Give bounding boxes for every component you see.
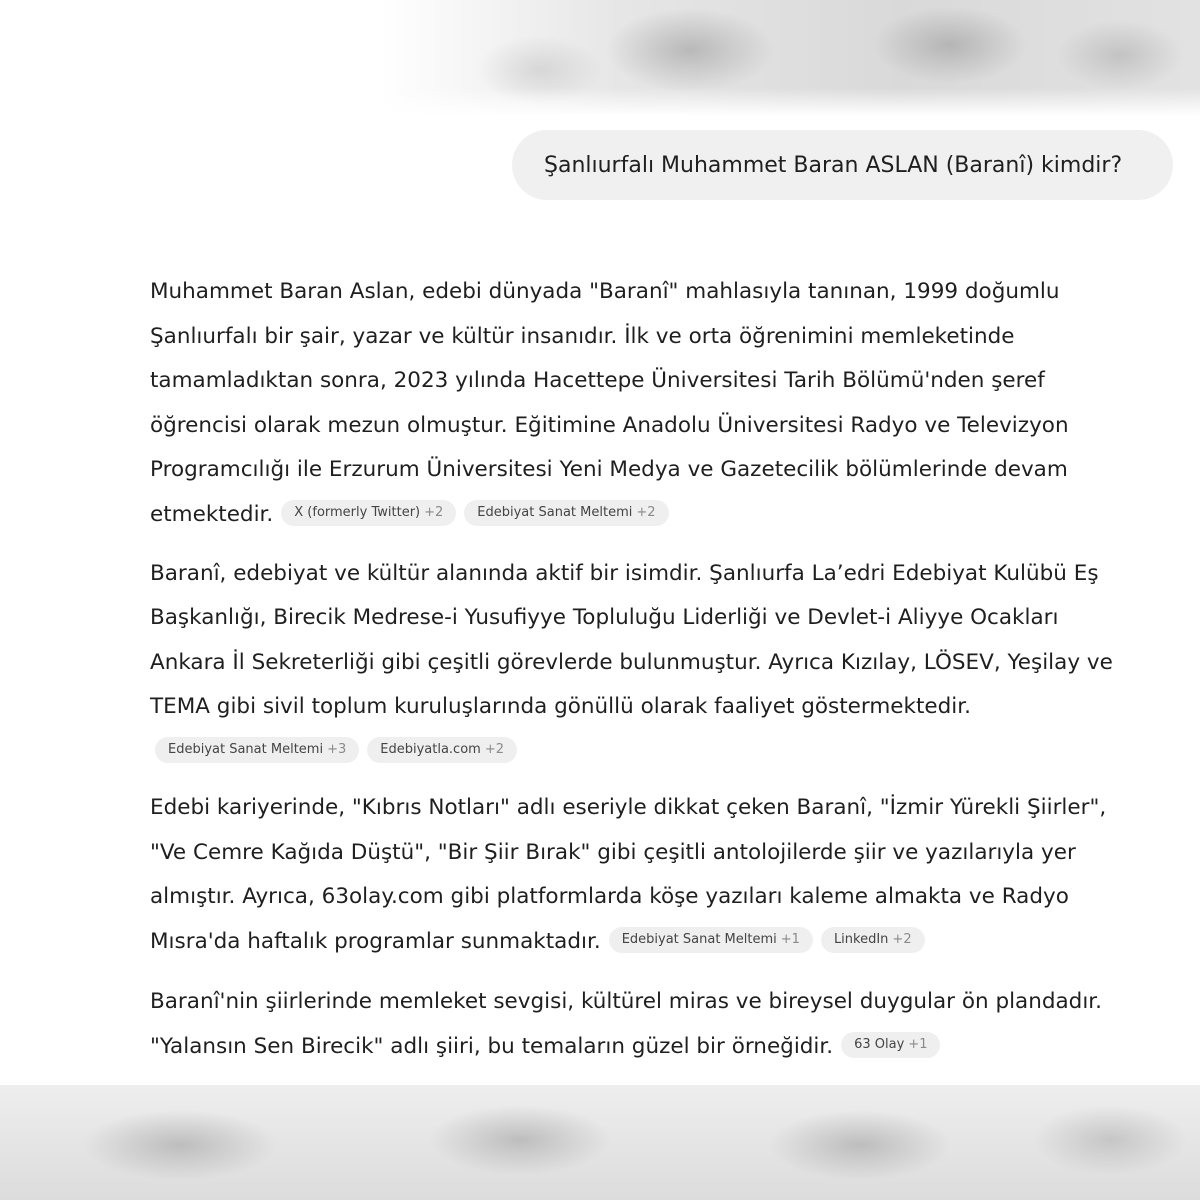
source-chip-label: LinkedIn [833,931,889,947]
paragraph-line: etmektedir. [150,501,274,527]
source-chip-63-olay[interactable] [841,1032,940,1058]
answer-paragraph-1 [150,270,1150,538]
paragraph-line: Programcılığı ile Erzurum Üniversitesi Yeni Medya ve Gazetecilik bölümlerinde devam [150,457,1068,483]
answer-paragraph-2 [150,552,1150,774]
paragraph-line: Baranî, edebiyat ve kültür alanında aktif bir isimdir. Şanlıurfa La’edri Edebiyat Kulübü Eş [150,560,1099,586]
source-chip-edebiyat-sanat-meltemi[interactable] [155,737,359,763]
source-chip-edebiyat-sanat-meltemi[interactable] [609,927,813,953]
source-chip-label: Edebiyat Sanat Meltemi [477,504,633,520]
source-chip-count: +1 [908,1036,928,1052]
paragraph-line: Başkanlığı, Birecik Medrese-i Yusufiyye Topluluğu Liderliği ve Devlet-i Aliyye Ocakları [150,605,1059,631]
source-chip-count: +3 [327,741,347,757]
answer-paragraph-4 [150,980,1150,1069]
source-chip-label: X (formerly Twitter) [294,504,421,520]
assistant-answer [150,270,1150,1070]
user-prompt-bubble [512,130,1173,200]
source-chip-count: +2 [424,504,444,520]
user-prompt-text: Şanlıurfalı Muhammet Baran ASLAN (Baranî) kimdir? [544,152,1123,178]
source-chip-label: Edebiyat Sanat Meltemi [621,931,777,947]
paragraph-line: "Ve Cemre Kağıda Düştü", "Bir Şiir Bırak" gibi çeşitli antolojilerde şiir ve yazılarıyla yer [150,839,1076,865]
answer-paragraph-3 [150,786,1150,964]
paragraph-line: Muhammet Baran Aslan, edebi dünyada "Baranî" mahlasıyla tanınan, 1999 doğumlu [150,279,1060,304]
source-chip-row [150,730,1150,774]
source-chip-count: +2 [636,504,656,520]
paragraph-line: tamamladıktan sonra, 2023 yılında Hacettepe Üniversitesi Tarih Bölümü'nden şeref [150,368,1045,394]
paragraph-line: Ankara İl Sekreterliği gibi çeşitli görevlerde bulunmuştur. Ayrıca Kızılay, LÖSEV, Yeşilay ve [150,649,1113,675]
source-chip-count: +2 [892,931,912,947]
source-chip-count: +1 [780,931,800,947]
source-chip-label: Edebiyat Sanat Meltemi [168,741,324,757]
paragraph-line: Baranî'nin şiirlerinde memleket sevgisi, kültürel miras ve bireysel duygular ön plandadır. [150,989,1103,1015]
paragraph-line: TEMA gibi sivil toplum kuruluşlarında gönüllü olarak faaliyet göstermektedir. [150,694,971,720]
source-chip-x-twitter[interactable] [281,500,456,526]
paragraph-line: "Yalansın Sen Birecik" adlı şiiri, bu temaların güzel bir örneğidir. [150,1033,834,1059]
source-chip-edebiyatla[interactable] [367,737,517,763]
paragraph-line: öğrencisi olarak mezun olmuştur. Eğitimine Anadolu Üniversitesi Radyo ve Televizyon [150,412,1069,438]
paragraph-line: Mısra'da haftalık programlar sunmaktadır. [150,928,601,954]
source-chip-edebiyat-sanat-meltemi[interactable] [464,500,668,526]
source-chip-count: +2 [484,741,504,757]
paragraph-line: almıştır. Ayrıca, 63olay.com gibi platformlarda köşe yazıları kaleme almakta ve Radyo [150,884,1069,910]
source-chip-label: Edebiyatla.com [380,741,481,757]
paragraph-line: Şanlıurfalı bir şair, yazar ve kültür insanıdır. İlk ve orta öğrenimini memleketinde [150,323,1015,349]
blurred-footer-region [0,1085,1200,1200]
blurred-header-region [0,0,1200,116]
source-chip-label: 63 Olay [854,1036,905,1052]
paragraph-line: Edebi kariyerinde, "Kıbrıs Notları" adlı eseriyle dikkat çeken Baranî, "İzmir Yürekli Şiirler", [150,794,1107,820]
source-chip-linkedin[interactable] [821,927,925,953]
